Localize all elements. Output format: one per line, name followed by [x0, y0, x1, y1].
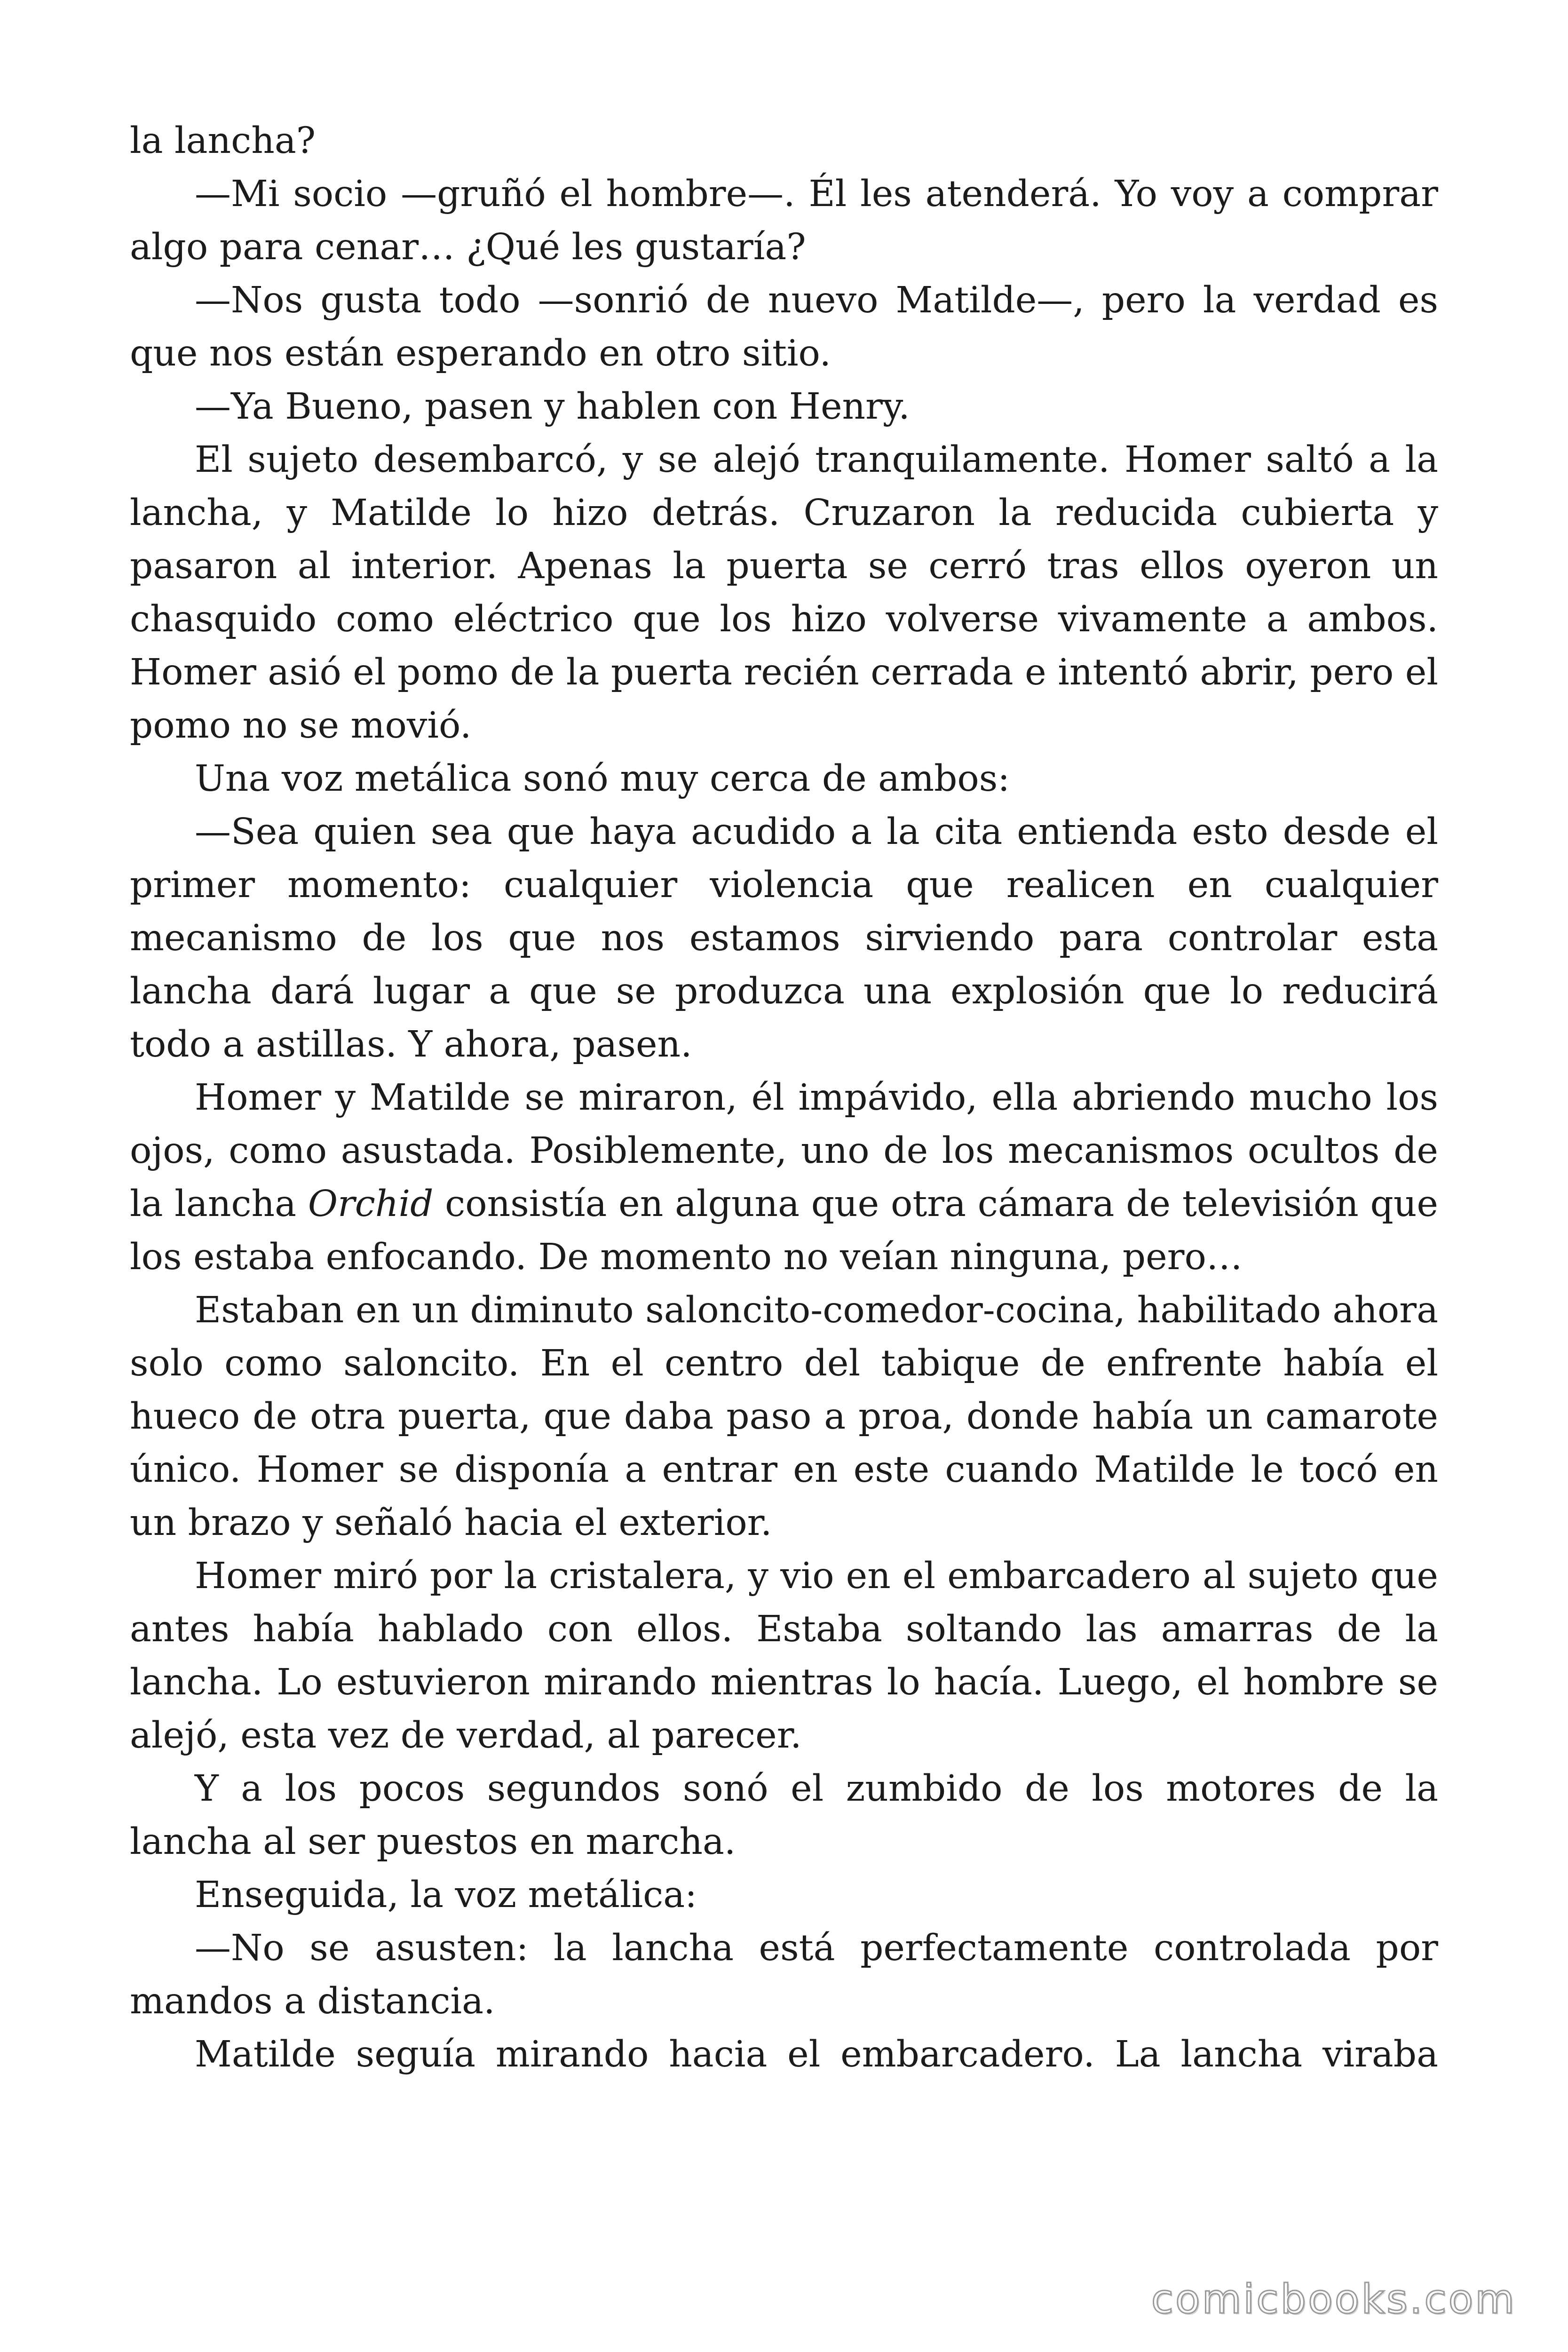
paragraph-14: Matilde seguía mirando hacia el embarcadero. La lancha viraba — [195, 2034, 1438, 2075]
paragraph-1: la lancha? — [130, 120, 316, 162]
paragraph-5: El sujeto desembarcó, y se alejó tranquilamente. Homer saltó a la lancha, y Matilde lo hizo detrás. Cruzaron la reducida cubierta y pasaron al interior. Apenas la puerta se cerró tras ellos oyeron un chasquido como eléctrico que los hizo volverse vivamente a ambos. Homer asió el pomo de la puerta recién cerrada e intentó abrir, pero el pomo no se movió. — [130, 439, 1438, 747]
paragraph-2: —Mi socio —gruñó el hombre—. Él les atenderá. Yo voy a comprar algo para cenar… ¿Qué les gustaría? — [130, 173, 1438, 268]
paragraph-3: —Nos gusta todo —sonrió de nuevo Matilde—, pero la verdad es que nos están esperando en otro sitio. — [130, 279, 1438, 374]
ship-name-italic: Orchid — [308, 1183, 434, 1225]
paragraph-9: Estaban en un diminuto saloncito-comedor-cocina, habilitado ahora solo como saloncito. En el centro del tabique de enfrente había el hueco de otra puerta, que daba paso a proa, donde había un camarote único. Homer se disponía a entrar en este cuando Matilde le tocó en un brazo y señaló hacia el exterior. — [130, 1289, 1438, 1544]
paragraph-13: —No se asusten: la lancha está perfectamente controlada por mandos a distancia. — [130, 1927, 1438, 2022]
paragraph-12: Enseguida, la voz metálica: — [195, 1874, 697, 1916]
paragraph-7: —Sea quien sea que haya acudido a la cita entienda esto desde el primer momento: cualquier violencia que realicen en cualquier mecanismo de los que nos estamos sirviendo para controlar esta lancha dará lugar a que se produzca una explosión que lo reducirá todo a astillas. Y ahora, pasen. — [130, 811, 1438, 1065]
watermark-logo: comicbooks.com — [1151, 2276, 1516, 2323]
paragraph-8 — [130, 1071, 1438, 1284]
paragraph-4: —Ya Bueno, pasen y hablen con Henry. — [195, 386, 910, 428]
paragraph-8-part-1: Homer y Matilde se miraron, él impávido, ella abriendo mucho los ojos, como asustada. Posiblemente, uno de los mecanismos ocultos de la lancha — [130, 1077, 1438, 1225]
paragraph-6: Una voz metálica sonó muy cerca de ambos: — [195, 758, 1010, 800]
book-page-text — [130, 114, 1438, 2081]
paragraph-10: Homer miró por la cristalera, y vio en el embarcadero al sujeto que antes había hablado con ellos. Estaba soltando las amarras de la lancha. Lo estuvieron mirando mientras lo hacía. Luego, el hombre se alejó, esta vez de verdad, al parecer. — [130, 1555, 1438, 1756]
paragraph-11: Y a los pocos segundos sonó el zumbido de los motores de la lancha al ser puestos en marcha. — [130, 1768, 1438, 1863]
paragraph-8-part-2: consistía en alguna que otra cámara de televisión que los estaba enfocando. De momento no veían ninguna, pero… — [130, 1183, 1438, 1278]
